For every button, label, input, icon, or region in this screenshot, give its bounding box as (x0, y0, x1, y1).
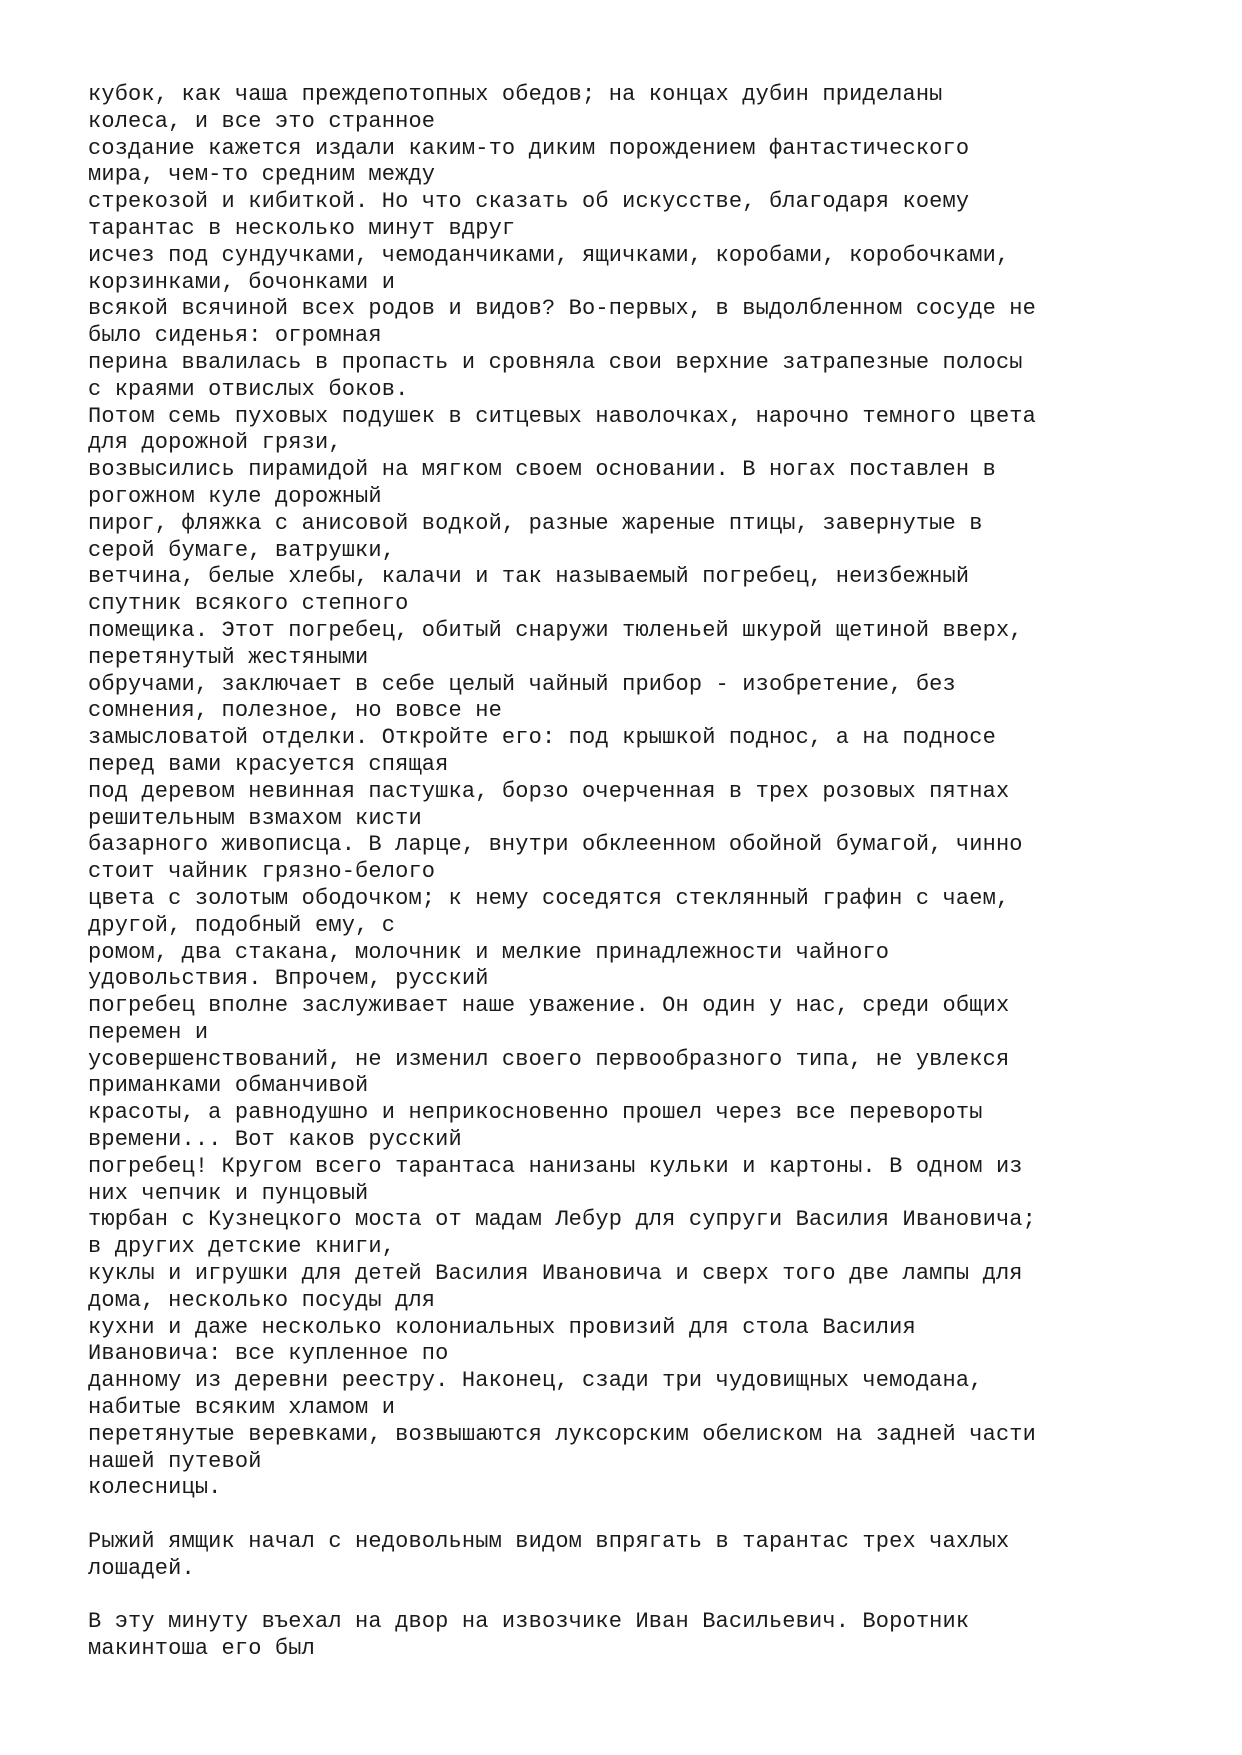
text-line: перина ввалилась в пропасть и сровняла свои верхние затрапезные полосы (88, 349, 1023, 375)
text-line: удовольствия. Впрочем, русский (88, 966, 489, 992)
text-line: всякой всячиной всех родов и видов? Во-первых, в выдолбленном сосуде не (88, 296, 1037, 322)
text-line: куклы и игрушки для детей Василия Ивановича и сверх того две лампы для (88, 1261, 1023, 1287)
text-line: тюрбан с Кузнецкого моста от мадам Лебур для супруги Василия Ивановича; (88, 1207, 1037, 1233)
text-line: тарантас в несколько минут вдруг (88, 215, 516, 241)
text-line: спутник всякого степного (88, 591, 409, 617)
paragraph (88, 1609, 1198, 1663)
text-line: Ивановича: все купленное по (88, 1341, 449, 1367)
text-line: макинтоша его был (88, 1636, 315, 1662)
text-line: нашей путевой (88, 1448, 262, 1474)
paragraph (88, 1529, 1198, 1583)
paragraph-gap (88, 1583, 1198, 1610)
text-line: перед вами красуется спящая (88, 751, 449, 777)
text-line: для дорожной грязи, (88, 430, 342, 456)
text-line: перетянутые веревками, возвышаются луксорским обелиском на задней части (88, 1421, 1037, 1447)
text-line: мира, чем-то средним между (88, 162, 436, 188)
text-line: колеса, и все это странное (88, 108, 436, 134)
text-line: обручами, заключает в себе целый чайный прибор - изобретение, без (88, 671, 956, 697)
text-line: данному из деревни реестру. Наконец, сзади три чудовищных чемодана, (88, 1368, 983, 1394)
text-line: стрекозой и кибиткой. Но что сказать об искусстве, благодаря коему (88, 189, 970, 215)
text-line: корзинками, бочонками и (88, 269, 396, 295)
text-line: базарного живописца. В ларце, внутри обклеенном обойной бумагой, чинно (88, 832, 1023, 858)
text-line: Рыжий ямщик начал с недовольным видом впрягать в тарантас трех чахлых (88, 1529, 1010, 1555)
text-line: возвысились пирамидой на мягком своем основании. В ногах поставлен в (88, 457, 996, 483)
text-line: дома, несколько посуды для (88, 1287, 436, 1313)
text-line: рогожном куле дорожный (88, 483, 382, 509)
text-line: цвета с золотым ободочком; к нему соседятся стеклянный графин с чаем, (88, 885, 1010, 911)
text-line: решительным взмахом кисти (88, 805, 422, 831)
text-line: серой бумаге, ватрушки, (88, 537, 396, 563)
text-line: с краями отвислых боков. (88, 376, 409, 402)
text-line: было сиденья: огромная (88, 323, 382, 349)
text-line: исчез под сундучками, чемоданчиками, ящичками, коробами, коробочками, (88, 242, 1010, 268)
text-line: погребец! Кругом всего тарантаса нанизаны кульки и картоны. В одном из (88, 1153, 1023, 1179)
text-line: красоты, а равнодушно и неприкосновенно прошел через все перевороты (88, 1100, 983, 1126)
text-line: сомнения, полезное, но вовсе не (88, 698, 502, 724)
text-line: перетянутый жестяными (88, 644, 369, 670)
text-line: под деревом невинная пастушка, борзо очерченная в трех розовых пятнах (88, 778, 1010, 804)
text-line: замысловатой отделки. Откройте его: под крышкой поднос, а на подносе (88, 725, 996, 751)
paragraph-gap (88, 1502, 1198, 1529)
text-line: ветчина, белые хлебы, калачи и так называемый погребец, неизбежный (88, 564, 970, 590)
text-line: в других детские книги, (88, 1234, 396, 1260)
text-line: Потом семь пуховых подушек в ситцевых наволочках, нарочно темного цвета (88, 403, 1037, 429)
text-line: приманками обманчивой (88, 1073, 369, 1099)
text-line: колесницы. (88, 1475, 222, 1501)
text-line: кухни и даже несколько колониальных провизий для стола Василия (88, 1314, 916, 1340)
text-line: другой, подобный ему, с (88, 912, 396, 938)
text-line: них чепчик и пунцовый (88, 1180, 369, 1206)
text-line: помещика. Этот погребец, обитый снаружи тюленьей шкурой щетиной вверх, (88, 617, 1023, 643)
text-line: ромом, два стакана, молочник и мелкие принадлежности чайного (88, 939, 890, 965)
text-line: стоит чайник грязно-белого (88, 859, 436, 885)
paragraph (88, 82, 1198, 1502)
text-line: набитые всяким хламом и (88, 1395, 396, 1421)
text-line: перемен и (88, 1019, 209, 1045)
text-line: создание кажется издали каким-то диким порождением фантастического (88, 135, 970, 161)
document-text (88, 82, 1198, 1663)
text-line: кубок, как чаша преждепотопных обедов; на концах дубин приделаны (88, 82, 943, 107)
text-line: времени... Вот каков русский (88, 1127, 462, 1153)
text-line: погребец вполне заслуживает наше уважение. Он один у нас, среди общих (88, 993, 1010, 1019)
text-line: лошадей. (88, 1555, 195, 1581)
text-line: В эту минуту въехал на двор на извозчике Иван Васильевич. Воротник (88, 1609, 970, 1635)
text-line: усовершенствований, не изменил своего первообразного типа, не увлекся (88, 1046, 1010, 1072)
text-line: пирог, фляжка с анисовой водкой, разные жареные птицы, завернутые в (88, 510, 983, 536)
